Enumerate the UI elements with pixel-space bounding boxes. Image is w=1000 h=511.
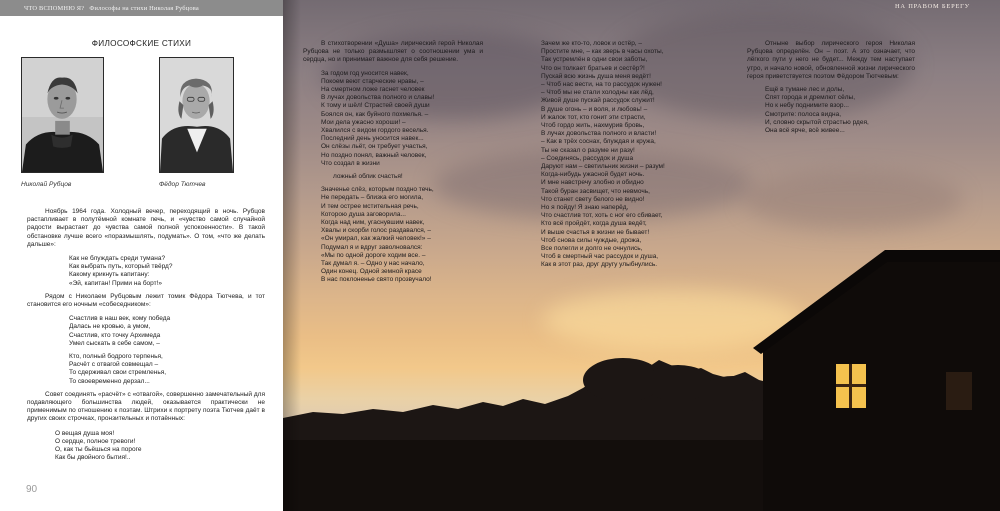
poem-line: «Он умирал, как жалкий человек!» – <box>321 235 431 243</box>
poem-line: Расчёт с отвагой совмещал – <box>69 361 159 369</box>
poem-line: Что создал в жизни <box>321 159 380 167</box>
paragraph: В стихотворении «Душа» лирический герой Николая Рубцова не только размышляет о соотношении ума и сердца, но и принимает важное для себя решение. <box>303 40 483 64</box>
poem-line: О вещая душа моя! <box>55 429 115 437</box>
poem-line: И тем острее мстительная речь, <box>321 202 419 210</box>
poem-line: Хвалы и скорби голос раздавался, – <box>321 227 432 235</box>
poem-line: Умел сыскать в себе самом, – <box>69 339 160 347</box>
left-body-text <box>27 208 265 467</box>
poem-line: Что станет свету белого не видно! <box>541 195 645 203</box>
text-column-1 <box>303 40 483 290</box>
poem-line: Все полегли и долго не очнулись, <box>541 245 643 253</box>
poem-line: – Соединясь, рассудок и душа <box>541 154 634 162</box>
paragraph: Ноябрь 1964 года. Холодный вечер, переходящий в ночь. Рубцов растапливает в полутёмной комнате печь, и «чувство самой случайной радости вырастает до чувства самой полной успокоенности». В такой обстановке лучше всего «поразмышлять, подумать». О том, «что же делать дальше»: <box>27 208 265 248</box>
poem-line: Которою душа заговорила... <box>321 210 406 218</box>
poem-line: Даруют нам – светильник жизни – разум! <box>541 163 665 171</box>
poem-line: Когда-нибудь ужасной будет ночь. <box>541 171 645 179</box>
poem-line: – Чтоб мы не стали холодны как лёд, <box>541 89 654 97</box>
poem-line: Как в этот раз, друг другу улыбнулись. <box>541 261 658 269</box>
paragraph: Совет соединять «расчёт» с «отвагой», совершенно замечательный для подавляющего большинства людей, оказывается практически не применимым по отношению к поэтам. Штрихи к портрету поэта Тютчев даёт в других своих строчках, пронзительных и потаённых: <box>27 390 265 423</box>
poem-line: Мои дела ужасно хороши! – <box>321 118 406 126</box>
poem-line: ложный облик счастья! <box>333 173 403 181</box>
poem-line: В лучах довольства полного и власти! <box>541 130 657 138</box>
running-header-left <box>0 0 283 16</box>
poem-line: Чтоб в смертный час рассудок и душа, <box>541 253 659 261</box>
text-column-2 <box>541 40 691 275</box>
poem-line: Простите мне, – как зверь в часы охоты, <box>541 48 664 56</box>
poem-line: И жалок тот, кто гонит эти страсти, <box>541 113 646 121</box>
poem-line: Далась не кровью, а умом, <box>69 323 151 331</box>
poem-stanza <box>541 40 691 270</box>
poem-line: За годом год уносится навек, <box>321 69 409 77</box>
poem-line: Боялся он, как буйного похмелья. – <box>321 110 429 118</box>
page-number: 90 <box>26 484 38 495</box>
poem-line: Что счастлив тот, хоть с ног его сбивает, <box>541 212 663 220</box>
poem-line: Покоем веют старческие нравы, – <box>321 77 424 85</box>
poem-line: Подумал я и вдруг заволновался: <box>321 243 423 251</box>
poem-line: Так думал я. – Одно у нас начало, <box>321 260 425 268</box>
poem-line: Пускай всю жизнь душа меня ведёт! <box>541 72 651 80</box>
poem-line: Ещё в тумане лес и долы, <box>765 86 845 94</box>
text-column-3 <box>747 40 915 140</box>
poem-line: Чтоб снова силы чуждые, дрожа, <box>541 236 642 244</box>
poem-line: Как бы двойного бытия!.. <box>55 454 131 462</box>
poem-line: Как выбрать путь, который твёрд? <box>69 263 173 271</box>
poem-stanza <box>765 86 915 135</box>
poem-line: Зачем же кто-то, ловок и остёр, – <box>541 40 643 47</box>
header-chapter: ЧТО ВСПОМНЮ Я? <box>24 4 85 12</box>
spine-shadow <box>283 0 301 511</box>
poem-line: Не передать – близка его могила, <box>321 194 423 202</box>
poem-line: В лучах довольства полного и славы! <box>321 94 435 102</box>
poem-line: – Как в трёх соснах, блуждая и кружа, <box>541 138 656 146</box>
header-subtitle: Философы на стихи Николая Рубцова <box>89 4 199 12</box>
poem-line: Счастлив, кто точку Архимеда <box>69 331 161 339</box>
poem-line: Когда над ним, угаснувшим навек, <box>321 219 425 227</box>
tyutchev-portrait <box>159 57 234 173</box>
poem-line: – Чтоб нас вести, на то рассудок нужен! <box>541 81 662 89</box>
poem-line: Как не блуждать среди тумана? <box>69 255 166 263</box>
poem-line: Хвалился с видом гордого веселья. <box>321 127 429 135</box>
poem-line: В душе огонь – и воля, и любовь! – <box>541 105 648 113</box>
poem-stanza <box>69 353 265 386</box>
poem-line: Спят города и дремлют сёлы, <box>765 94 856 102</box>
poem-line: Он слёзы льёт, он требует участья, <box>321 143 428 151</box>
poem-line: В нас поклоненье свято прозвучало! <box>321 276 432 284</box>
poem-line: То своевременно дерзал... <box>69 377 150 385</box>
poem-line: Так устремлён в одни свои заботы, <box>541 56 648 64</box>
poem-line: Один конец. Одной земной красе <box>321 268 422 276</box>
poem-line: На смертном ложе гаснет человек <box>321 86 425 94</box>
poem-line: И выше счастья в жизни не бывает! <box>541 228 650 236</box>
paragraph: Отныне выбор лирического героя Николая Рубцова определён. Он – поэт. А это означает, что лёгкого пути у него не будет... Между тем наступает утро, и начало новой, обновленной жизни лирического героя приветствуется поэтом Фёдором Тютчевым: <box>747 40 915 80</box>
poem-line: О, как ты бьёшься на пороге <box>55 446 142 454</box>
poem-line: Такой буран засвищет, что невмочь, <box>541 187 650 195</box>
poem-line: То сдерживал свои стремленья, <box>69 369 167 377</box>
poem-stanza <box>69 255 265 288</box>
poem-stanza <box>69 315 265 348</box>
paragraph: Рядом с Николаем Рубцовым лежит томик Фёдора Тютчева, и тот становится его ночным «собеседником»: <box>27 292 265 309</box>
caption-tyutchev: Фёдор Тютчев <box>159 181 206 188</box>
poem-line: К тому и шёл! Страстей своей души <box>321 102 430 110</box>
left-page <box>0 0 283 511</box>
running-header-right: НА ПРАВОМ БЕРЕГУ <box>894 3 970 10</box>
poem-line: Какому крикнуть капитану: <box>69 271 150 279</box>
poem-line: Она всё ярче, всё живее... <box>765 127 845 135</box>
rubtsov-portrait <box>21 57 104 173</box>
poem-line: Значенье слёз, которым поздно течь, <box>321 186 434 194</box>
section-title: ФИЛОСОФСКИЕ СТИХИ <box>91 39 192 48</box>
poem-line: О сердце, полное тревоги! <box>55 437 136 445</box>
poem-line: Последний день уносится навек... <box>321 135 424 143</box>
sunset-photo-page <box>283 0 1000 511</box>
poem-line: Счастлив в наш век, кому победа <box>69 315 171 323</box>
poem-line: «Мы по одной дороге ходим все. – <box>321 251 426 259</box>
poem-line: И мне навстречу злобно и обидно <box>541 179 644 187</box>
poem-stanza <box>321 70 483 168</box>
poem-line: Живой душе пускай рассудок служит! <box>541 97 655 105</box>
poem-line: Но поздно понял, важный человек, <box>321 151 427 159</box>
poem-stanza <box>55 430 265 463</box>
poem-line: Кто, полный бодрого терпенья, <box>69 353 163 361</box>
poem-line: Смотрите: полоса видна, <box>765 110 842 118</box>
poem-line: «Эй, капитан! Прими на борт!» <box>69 279 163 287</box>
poem-line: Чтоб гордо жить, нахмурив бровь, <box>541 122 645 130</box>
poem-line: Что он толкает братьев и сестёр?! <box>541 64 645 72</box>
poem-line: И, словно скрытой страстью рдея, <box>765 118 869 126</box>
poem-line: Кто всё пройдёт, когда душа ведёт, <box>541 220 647 228</box>
caption-rubtsov: Николай Рубцов <box>21 181 72 188</box>
poem-line: Ты не сказал о разуме ни разу! <box>541 146 635 154</box>
poem-line: Но к небу поднимите взор... <box>765 102 849 110</box>
poem-line: Но я пойду! Я знаю наперёд, <box>541 204 629 212</box>
poem-stanza <box>321 186 483 284</box>
